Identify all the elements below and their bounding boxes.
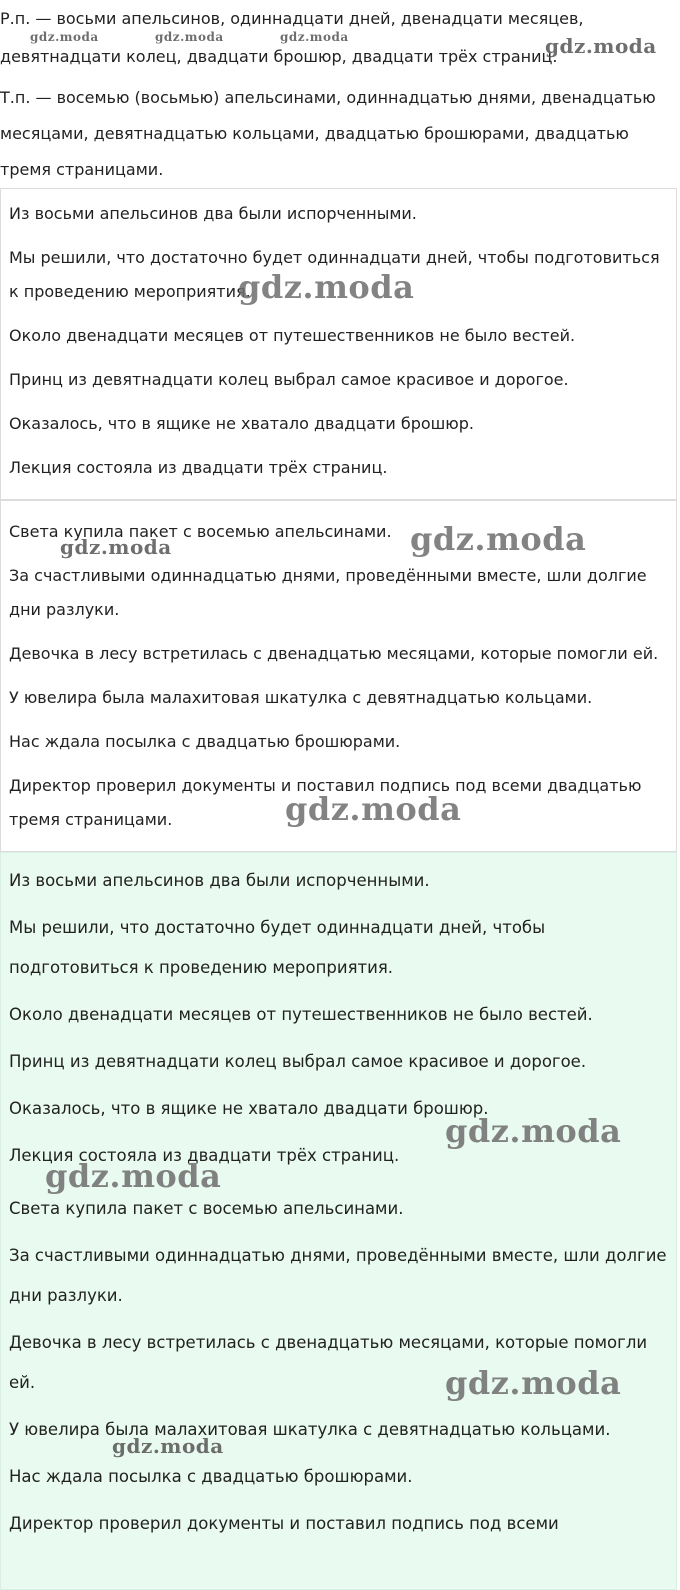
watermark: gdz.moda [238, 268, 415, 306]
genitive-examples-box [0, 188, 677, 500]
instrumental-case-paragraph: Т.п. — восемью (восьмью) апельсинами, одиннадцатью днями, двенадцатью месяцами, девятнадцатью кольцами, двадцатью брошюрами, двадцатью тремя страницами. [0, 88, 656, 179]
watermark: gdz.moda [30, 30, 99, 44]
example-sentence: Света купила пакет с восемью апельсинами. [9, 522, 392, 541]
watermark: gdz.moda [155, 30, 224, 44]
answer-sentence: У ювелира была малахитовая шкатулка с девятнадцатью кольцами. [9, 1420, 611, 1439]
watermark: gdz.moda [60, 535, 172, 559]
watermark: gdz.moda [545, 34, 657, 58]
watermark: gdz.moda [285, 790, 462, 828]
answer-sentence: Света купила пакет с восемью апельсинами. [9, 1199, 404, 1218]
answer-sentence: Девочка в лесу встретилась с двенадцатью месяцами, которые помогли ей. [9, 1333, 648, 1392]
answer-sentence: Нас ждала посылка с двадцатью брошюрами. [9, 1467, 413, 1486]
example-sentence: Оказалось, что в ящике не хватало двадцати брошюр. [9, 414, 474, 433]
answer-sentence: Принц из девятнадцати колец выбрал самое красивое и дорогое. [9, 1052, 587, 1071]
example-sentence: Девочка в лесу встретилась с двенадцатью месяцами, которые помогли ей. [9, 644, 659, 663]
watermark: gdz.moda [112, 1434, 224, 1458]
watermark: gdz.moda [280, 30, 349, 44]
example-sentence: Лекция состояла из двадцати трёх страниц. [9, 458, 388, 477]
answer-sentence: Мы решили, что достаточно будет одиннадцати дней, чтобы подготовиться к проведению мероприятия. [9, 918, 546, 977]
example-sentence: За счастливыми одиннадцатью днями, проведёнными вместе, шли долгие дни разлуки. [9, 566, 647, 619]
example-sentence: Мы решили, что достаточно будет одиннадцати дней, чтобы подготовиться к проведению мероприятия. [9, 248, 660, 301]
answer-sentence: Из восьми апельсинов два были испорченными. [9, 871, 430, 890]
answer-sentence: Директор проверил документы и поставил подпись под всеми [9, 1514, 559, 1533]
example-sentence: Директор проверил документы и поставил подпись под всеми двадцатью тремя страницами. [9, 776, 642, 829]
answer-sentence: Оказалось, что в ящике не хватало двадцати брошюр. [9, 1099, 489, 1118]
watermark: gdz.moda [445, 1364, 622, 1402]
answer-sentence: За счастливыми одиннадцатью днями, проведёнными вместе, шли долгие дни разлуки. [9, 1246, 667, 1305]
example-sentence: Нас ждала посылка с двадцатью брошюрами. [9, 732, 401, 751]
watermark: gdz.moda [410, 520, 587, 558]
genitive-case-paragraph: Р.п. — восьми апельсинов, одиннадцати дней, двенадцати месяцев, девятнадцати колец, двадцати брошюр, двадцати трёх страниц. [0, 9, 584, 66]
example-sentence: Около двенадцати месяцев от путешественников не было вестей. [9, 326, 576, 345]
answer-sentence: Лекция состояла из двадцати трёх страниц. [9, 1146, 400, 1165]
example-sentence: Принц из девятнадцати колец выбрал самое красивое и дорогое. [9, 370, 569, 389]
example-sentence: У ювелира была малахитовая шкатулка с девятнадцатью кольцами. [9, 688, 593, 707]
answer-sentence: Около двенадцати месяцев от путешественников не было вестей. [9, 1005, 593, 1024]
example-sentence: Из восьми апельсинов два были испорченными. [9, 204, 417, 223]
watermark: gdz.moda [445, 1112, 622, 1150]
watermark: gdz.moda [45, 1157, 222, 1195]
